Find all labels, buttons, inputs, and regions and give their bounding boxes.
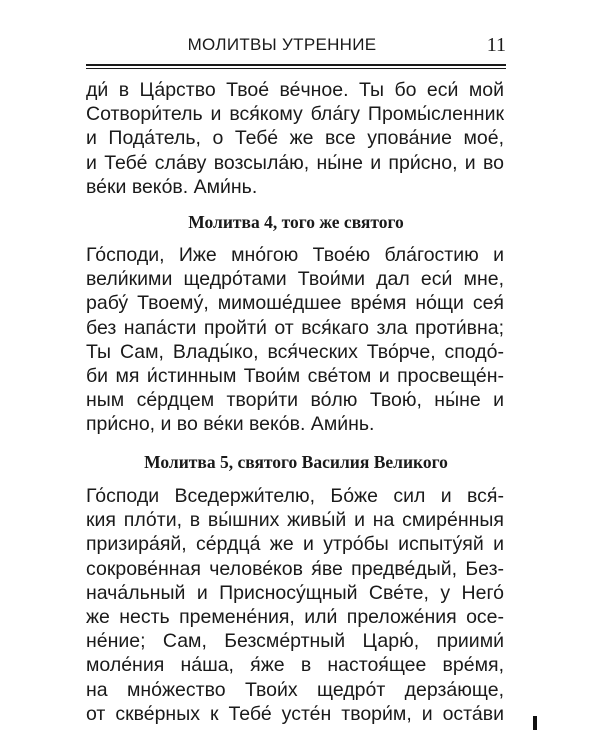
text-line: и Тебе́ сла́ву возсыла́ю, ны́не и при́сно, и во	[86, 151, 504, 174]
text-line: от скве́рных к Тебе́ усте́н твори́м, и оста́ви	[86, 702, 504, 725]
prayer-4-text	[86, 243, 504, 437]
text-line: при́сно, и во ве́ки веко́в. Ами́нь.	[86, 413, 375, 436]
prayer-4-heading: Молитва 4, того же святого	[188, 212, 404, 232]
running-title: МОЛИТВЫ УТРЕННИЕ	[187, 35, 377, 54]
prayer-5-heading: Молитва 5, святого Василия Великого	[144, 452, 448, 472]
text-line: и Пода́тель, о Тебе́ же все упова́ние мое́,	[86, 127, 504, 150]
continued-prayer-text	[86, 78, 504, 199]
text-line: би мя и́стинным Твои́м све́том и просвеще́н-	[86, 364, 504, 387]
prayer-5-text	[86, 484, 504, 726]
page-header	[86, 34, 506, 62]
text-line: не́ние; Сам, Безсме́ртный Царю́, приими́	[86, 630, 504, 653]
page-number: 11	[486, 34, 506, 56]
text-line: моле́ния на́ша, я́же в настоя́щее вре́мя,	[86, 654, 504, 677]
text-line: ным се́рдцем твори́ти во́лю Твою́, ны́не и	[86, 389, 504, 412]
text-line: же несть премене́ния, или́ преложе́ния осе-	[86, 605, 504, 628]
text-line: Ты Сам, Влады́ко, вся́ческих Тво́рче, сподо́-	[86, 340, 504, 363]
text-line: без напа́сти пройти́ от вся́каго зла проти́вна;	[86, 316, 504, 339]
text-line: Го́споди, Иже мно́гою Твое́ю бла́гостию и	[86, 244, 504, 266]
text-line: Сотвори́тель и вся́кому бла́гу Промы́сленник	[86, 103, 504, 126]
text-line: призира́яй, се́рдца́ же и утро́бы испыту́яй и	[86, 533, 504, 556]
header-rule-thick	[86, 64, 506, 66]
text-line: ве́ки веко́в. Ами́нь.	[86, 175, 258, 198]
text-line: сокрове́нная челове́ков я́ве предве́дый, Без-	[86, 557, 504, 580]
text-line: кия пло́ти, в вы́шних живы́й и на смире́нныя	[86, 509, 504, 532]
text-line: нача́льный и Присносу́щный Све́те, у Него́	[86, 581, 504, 604]
text-line: ди́ в Ца́рство Твое́ ве́чное. Ты бо еси́ мой	[86, 79, 504, 101]
text-line: на мно́жество Твои́х щедро́т дерза́юще,	[86, 678, 504, 701]
text-line: рабу́ Твоему́, мимоше́дшее вре́мя но́щи сея́	[86, 292, 504, 315]
header-rule-thin	[86, 68, 506, 69]
scan-mark	[533, 716, 537, 730]
text-line: вели́кими щедро́тами Твои́ми дал еси́ мне,	[86, 268, 504, 291]
text-line: Го́споди Вседержи́телю, Бо́же сил и вся́-	[86, 485, 504, 507]
